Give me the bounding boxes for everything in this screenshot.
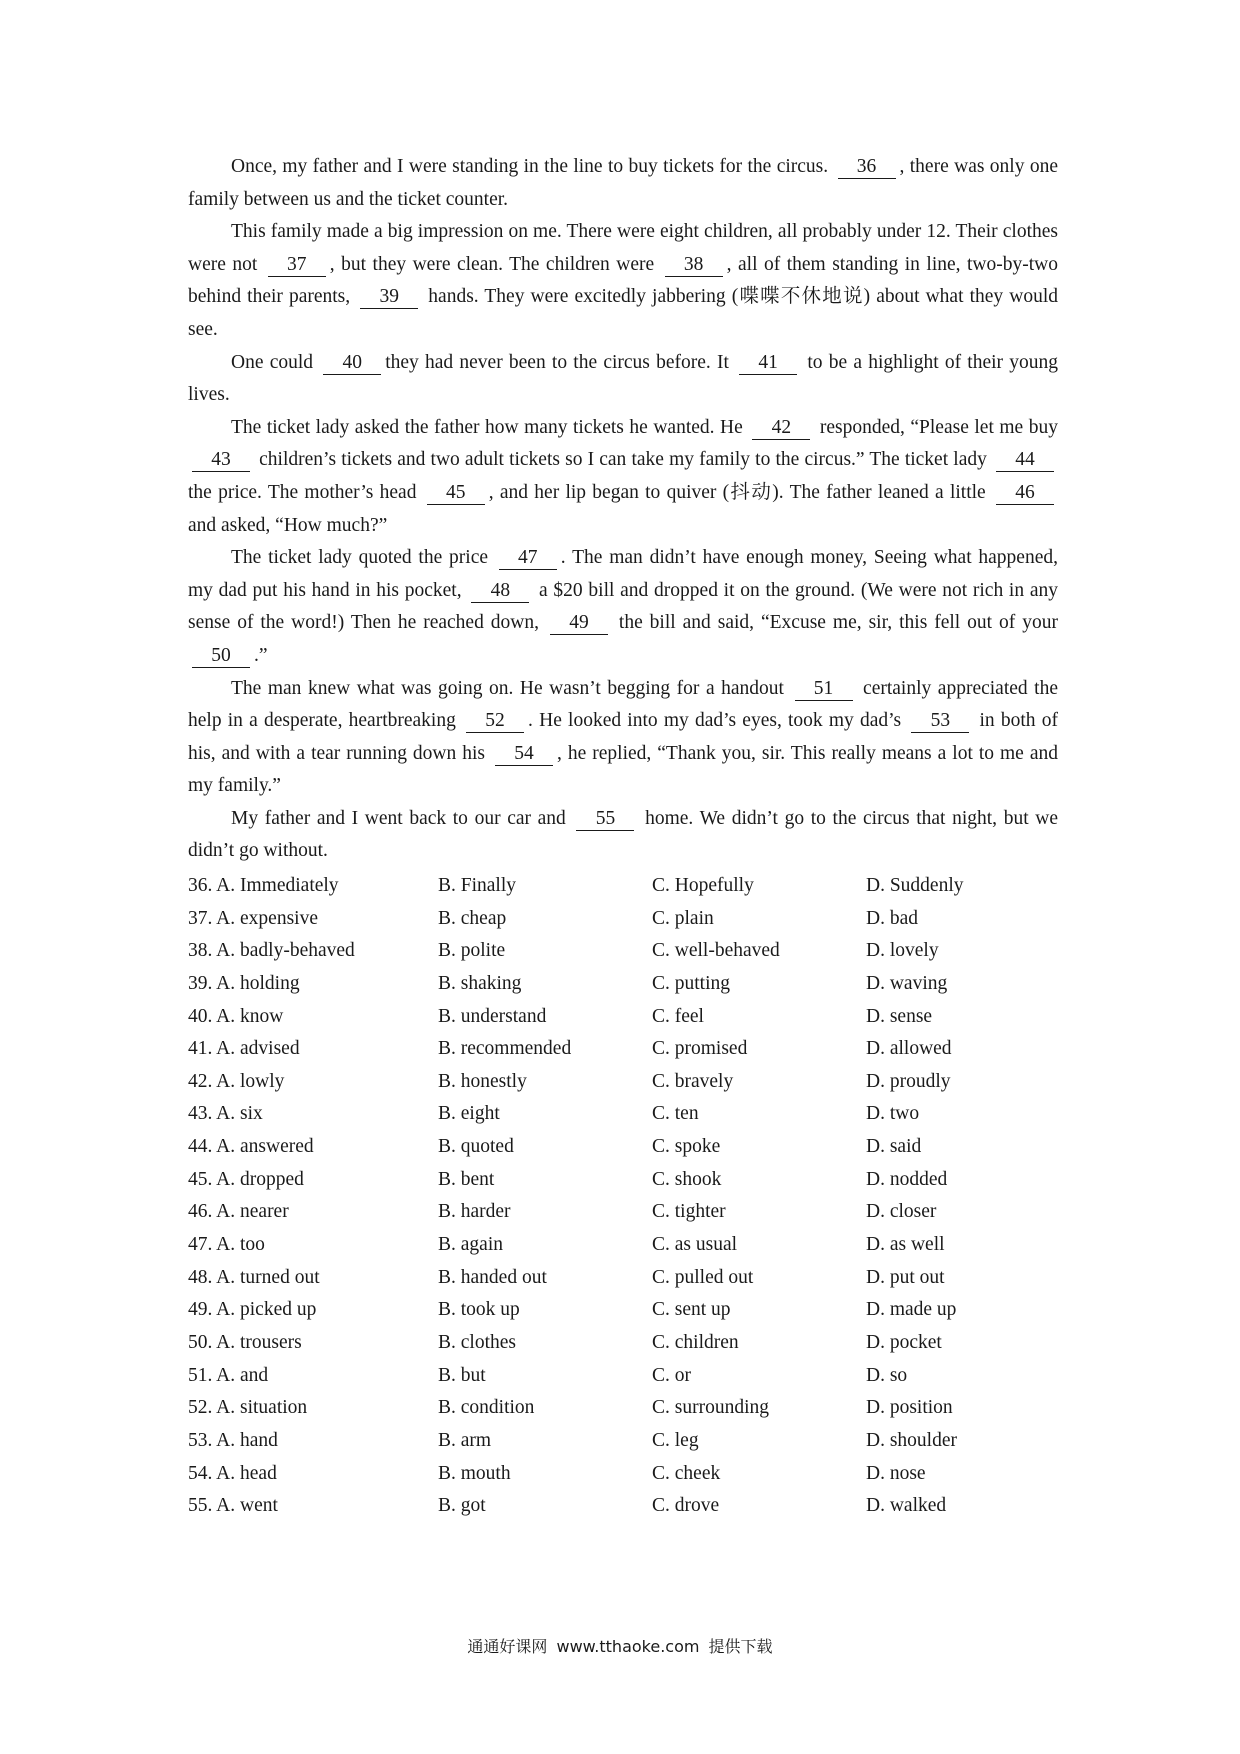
option-c: C. ten <box>652 1103 699 1125</box>
passage-text: home. We didn’t go to the circus that night, but we didn’t go without. <box>188 807 1058 862</box>
option-a: 54. A. head <box>188 1462 277 1484</box>
option-c: C. cheek <box>652 1462 721 1484</box>
passage-text: .” <box>254 644 268 666</box>
option-d: D. put out <box>866 1266 945 1288</box>
question-options-row <box>188 1164 1068 1197</box>
option-b: B. took up <box>438 1299 520 1321</box>
option-b: B. eight <box>438 1103 500 1125</box>
passage-paragraph <box>188 347 1058 412</box>
answer-blank: 40 <box>323 352 381 375</box>
passage-text: and asked, “How much?” <box>188 514 388 536</box>
passage-paragraph <box>188 151 1058 216</box>
option-d: D. so <box>866 1364 908 1386</box>
option-d: D. walked <box>866 1495 947 1517</box>
question-options-row <box>188 1262 1068 1295</box>
option-d: D. shoulder <box>866 1429 957 1451</box>
question-options-row <box>188 1033 1068 1066</box>
option-d: D. lovely <box>866 940 939 962</box>
option-b: B. shaking <box>438 972 522 994</box>
option-c: C. children <box>652 1331 739 1353</box>
option-d: D. nodded <box>866 1168 948 1190</box>
passage-paragraph <box>188 803 1058 868</box>
option-a: 37. A. expensive <box>188 907 318 929</box>
passage-paragraph <box>188 216 1058 346</box>
answer-blank: 44 <box>996 449 1054 472</box>
passage-text: the bill and said, “Excuse me, sir, this fell out of your <box>611 612 1058 634</box>
option-d: D. allowed <box>866 1038 952 1060</box>
question-options-row <box>188 968 1068 1001</box>
question-options-row <box>188 1490 1068 1523</box>
option-d: D. said <box>866 1136 922 1158</box>
option-a: 45. A. dropped <box>188 1168 304 1190</box>
option-d: D. two <box>866 1103 920 1125</box>
option-b: B. bent <box>438 1168 495 1190</box>
question-options-row <box>188 1392 1068 1425</box>
option-a: 39. A. holding <box>188 972 300 994</box>
answer-blank: 47 <box>499 547 557 570</box>
option-c: C. as usual <box>652 1234 738 1256</box>
option-d: D. waving <box>866 972 948 994</box>
cloze-passage <box>188 151 1058 868</box>
option-d: D. nose <box>866 1462 926 1484</box>
option-d: D. proudly <box>866 1070 951 1092</box>
option-a: 51. A. and <box>188 1364 269 1386</box>
question-options-row <box>188 1131 1068 1164</box>
answer-blank: 45 <box>427 482 485 505</box>
passage-text: This family made a big impression on me. There were eight children, all probably under 12. Their clothes were not <box>188 221 1058 275</box>
option-a: 42. A. lowly <box>188 1070 285 1092</box>
passage-text: , and her lip began to quiver (抖动). The father leaned a little <box>488 481 992 503</box>
option-d: D. Suddenly <box>866 875 964 896</box>
answer-blank: 51 <box>795 678 853 701</box>
passage-text: . The man didn’t have enough money, Seeing what happened, my dad put his hand in his pocket, <box>188 547 1058 601</box>
answer-blank: 39 <box>360 286 418 309</box>
passage-text: , he replied, “Thank you, sir. This really means a lot to me and my family.” <box>188 742 1058 797</box>
option-b: B. harder <box>438 1201 511 1223</box>
option-c: C. promised <box>652 1038 748 1060</box>
option-c: C. well-behaved <box>652 940 780 962</box>
option-b: B. cheap <box>438 907 507 929</box>
option-a: 43. A. six <box>188 1103 263 1125</box>
passage-text: certainly appreciated the help in a desperate, heartbreaking <box>188 677 1059 732</box>
answer-blank: 55 <box>576 808 634 831</box>
option-c: C. drove <box>652 1495 720 1517</box>
option-c: C. tighter <box>652 1201 726 1223</box>
question-options-row <box>188 903 1068 936</box>
option-b: B. again <box>438 1234 503 1256</box>
answer-options <box>188 870 1068 1523</box>
question-options-row <box>188 1294 1068 1327</box>
option-b: B. condition <box>438 1397 535 1419</box>
question-options-row <box>188 1229 1068 1262</box>
option-a: 53. A. hand <box>188 1429 278 1451</box>
option-b: B. polite <box>438 940 506 962</box>
option-b: B. Finally <box>438 875 517 896</box>
passage-text: Once, my father and I were standing in the line to buy tickets for the circus. <box>231 156 834 177</box>
passage-text: The man knew what was going on. He wasn’t begging for a handout <box>231 677 791 699</box>
page-footer: 通通好课网 www.tthaoke.com 提供下载 <box>467 1637 773 1656</box>
question-options-row <box>188 935 1068 968</box>
question-options-row <box>188 1001 1068 1034</box>
option-a: 36. A. Immediately <box>188 875 339 896</box>
option-d: D. pocket <box>866 1331 942 1353</box>
question-options-row <box>188 1098 1068 1131</box>
answer-blank: 54 <box>495 743 553 766</box>
passage-paragraph <box>188 542 1058 672</box>
passage-text: the price. The mother’s head <box>188 481 423 503</box>
answer-blank: 52 <box>466 710 524 733</box>
option-c: C. putting <box>652 972 731 994</box>
answer-blank: 43 <box>192 449 250 472</box>
option-d: D. position <box>866 1397 953 1419</box>
option-b: B. quoted <box>438 1136 514 1158</box>
option-b: B. arm <box>438 1429 492 1451</box>
answer-blank: 50 <box>192 645 250 668</box>
passage-text: . He looked into my dad’s eyes, took my dad’s <box>528 710 908 732</box>
option-c: C. plain <box>652 907 714 929</box>
answer-blank: 53 <box>911 710 969 733</box>
option-b: B. handed out <box>438 1266 547 1288</box>
option-c: C. Hopefully <box>652 875 754 896</box>
answer-blank: 46 <box>996 482 1054 505</box>
option-d: D. as well <box>866 1234 945 1256</box>
option-a: 46. A. nearer <box>188 1201 289 1223</box>
option-c: C. or <box>652 1364 691 1386</box>
option-b: B. recommended <box>438 1038 572 1060</box>
option-c: C. feel <box>652 1005 704 1027</box>
option-b: B. mouth <box>438 1462 511 1484</box>
question-options-row <box>188 1360 1068 1393</box>
option-b: B. honestly <box>438 1070 527 1092</box>
option-c: C. surrounding <box>652 1397 769 1419</box>
passage-text: children’s tickets and two adult tickets so I can take my family to the circus.” The ticket lady <box>254 449 992 471</box>
passage-text: The ticket lady asked the father how many tickets he wanted. He <box>231 416 749 438</box>
passage-text: hands. They were excitedly jabbering (喋喋不休地说) about what they would see. <box>188 286 1058 340</box>
passage-text: My father and I went back to our car and <box>231 807 573 829</box>
option-c: C. sent up <box>652 1299 731 1321</box>
answer-blank: 41 <box>739 352 797 375</box>
option-b: B. but <box>438 1364 486 1386</box>
option-a: 49. A. picked up <box>188 1299 317 1321</box>
passage-text: responded, “Please let me buy <box>814 416 1058 438</box>
passage-text: , but they were clean. The children were <box>329 253 661 275</box>
passage-text: , there was only one family between us and the ticket counter. <box>188 156 1058 210</box>
option-a: 52. A. situation <box>188 1397 308 1419</box>
passage-text: in both of his, and with a tear running down his <box>188 710 1058 764</box>
option-b: B. clothes <box>438 1331 516 1353</box>
answer-blank: 48 <box>471 580 529 603</box>
option-d: D. sense <box>866 1005 933 1027</box>
option-a: 55. A. went <box>188 1495 278 1517</box>
question-options-row <box>188 1196 1068 1229</box>
passage-paragraph <box>188 412 1058 542</box>
passage-text: a $20 bill and dropped it on the ground. (We were not rich in any sense of the word!) Then he reached down, <box>188 579 1058 634</box>
question-options-row <box>188 1327 1068 1360</box>
option-d: D. closer <box>866 1201 937 1223</box>
option-a: 50. A. trousers <box>188 1331 302 1353</box>
passage-text: they had never been to the circus before. It <box>385 351 736 373</box>
option-d: D. bad <box>866 907 918 929</box>
passage-text: , all of them standing in line, two-by-two behind their parents, <box>188 253 1058 308</box>
option-c: C. bravely <box>652 1070 734 1092</box>
answer-blank: 42 <box>752 417 810 440</box>
option-b: B. understand <box>438 1005 547 1027</box>
passage-paragraph <box>188 673 1058 803</box>
option-a: 47. A. too <box>188 1234 265 1256</box>
question-options-row <box>188 1458 1068 1491</box>
option-c: C. spoke <box>652 1136 721 1158</box>
question-options-row <box>188 1066 1068 1099</box>
passage-text: One could <box>231 351 320 373</box>
question-options-row <box>188 870 1068 903</box>
option-a: 40. A. know <box>188 1005 284 1027</box>
option-c: C. leg <box>652 1429 699 1451</box>
option-a: 44. A. answered <box>188 1136 314 1158</box>
option-d: D. made up <box>866 1299 957 1321</box>
answer-blank: 49 <box>550 612 608 635</box>
option-a: 38. A. badly-behaved <box>188 940 355 962</box>
option-a: 48. A. turned out <box>188 1266 320 1288</box>
option-c: C. pulled out <box>652 1266 754 1288</box>
answer-blank: 38 <box>665 254 723 277</box>
question-options-row <box>188 1425 1068 1458</box>
option-c: C. shook <box>652 1168 722 1190</box>
option-a: 41. A. advised <box>188 1038 300 1060</box>
answer-blank: 37 <box>268 254 326 277</box>
passage-text: to be a highlight of their young lives. <box>188 351 1058 406</box>
answer-blank: 36 <box>838 156 896 179</box>
option-b: B. got <box>438 1495 486 1517</box>
passage-text: The ticket lady quoted the price <box>231 547 495 569</box>
